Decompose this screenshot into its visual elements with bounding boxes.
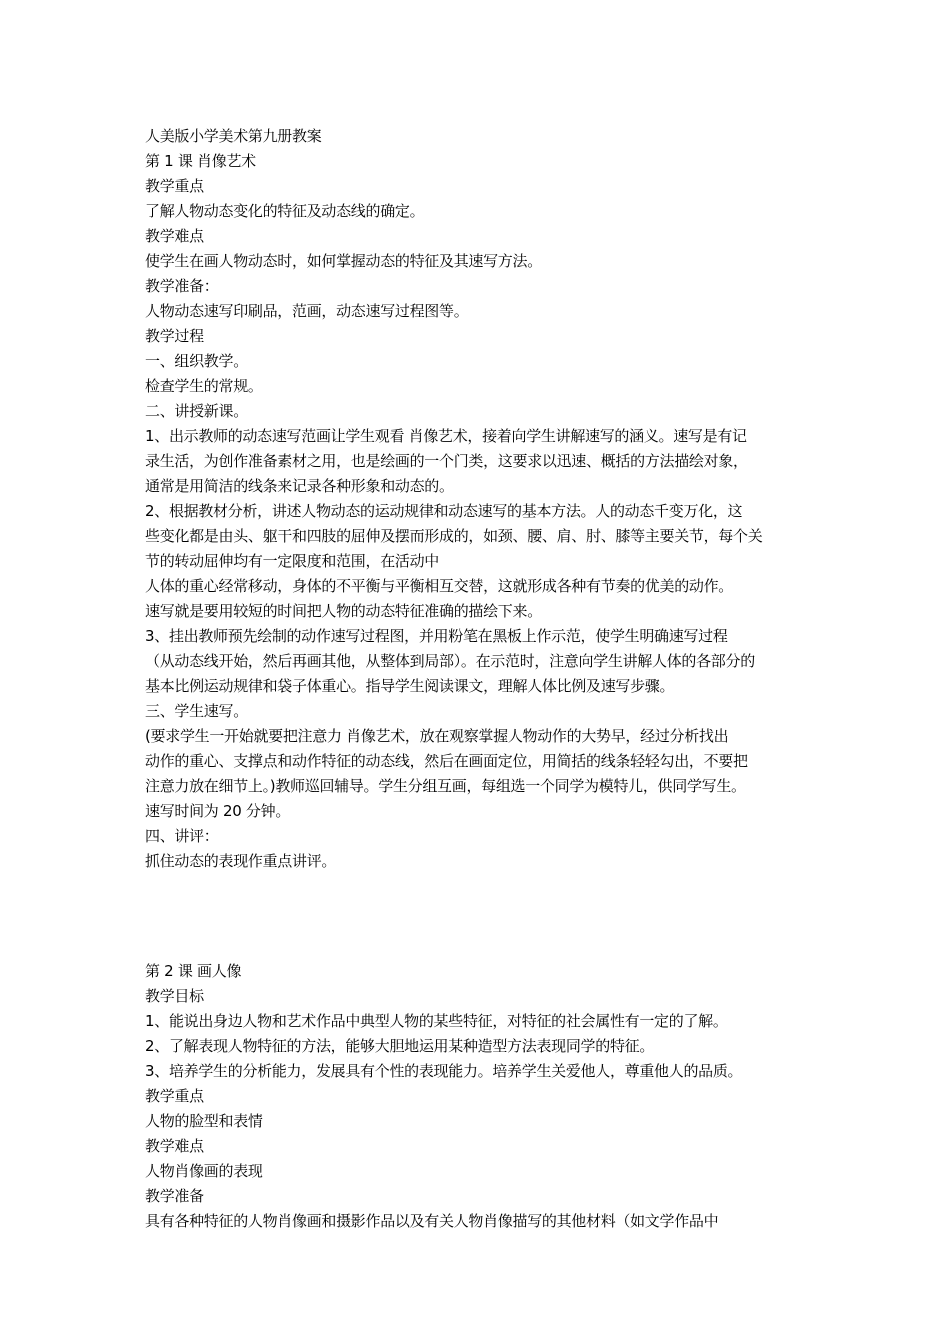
text-line: 二、讲授新课。 <box>145 402 248 420</box>
text-line: 3、挂出教师预先绘制的动作速写过程图，并用粉笔在黑板上作示范，使学生明确速写过程 <box>145 627 728 645</box>
heading-teaching-difficulty: 教学难点 <box>145 1137 204 1155</box>
text-line: (要求学生一开始就要把注意力 肖像艺术，放在观察掌握人物动作的大势早，经过分析找出 <box>145 727 729 745</box>
heading-teaching-focus: 教学重点 <box>145 177 204 195</box>
text-line: 些变化都是由头、躯干和四肢的屈伸及摆而形成的，如颈、腰、肩、肘、膝等主要关节，每个关 <box>145 527 763 545</box>
text-line: （从动态线开始，然后再画其他，从整体到局部）。在示范时，注意向学生讲解人体的各部分的 <box>145 652 755 670</box>
text-line: 人物的脸型和表情 <box>145 1112 263 1130</box>
heading-teaching-preparation: 教学准备 <box>145 1187 204 1205</box>
text-line: 人物肖像画的表现 <box>145 1162 263 1180</box>
text-line: 录生活，为创作准备素材之用，也是绘画的一个门类，这要求以迅速、概括的方法描绘对象， <box>145 452 748 470</box>
text-line: 人物动态速写印刷品，范画，动态速写过程图等。 <box>145 302 469 320</box>
text-line: 抓住动态的表现作重点讲评。 <box>145 852 337 870</box>
text-line: 节的转动屈伸均有一定限度和范围，在活动中 <box>145 552 440 570</box>
heading-teaching-goals: 教学目标 <box>145 987 204 1005</box>
section-spacer <box>145 874 815 959</box>
text-line: 动作的重心、支撑点和动作特征的动态线，然后在画面定位，用简括的线条轻轻勾出，不要把 <box>145 752 748 770</box>
text-line: 了解人物动态变化的特征及动态线的确定。 <box>145 202 425 220</box>
heading-teaching-preparation: 教学准备： <box>145 277 219 295</box>
text-line: 具有各种特征的人物肖像画和摄影作品以及有关人物肖像描写的其他材料（如文学作品中 <box>145 1212 719 1230</box>
heading-teaching-process: 教学过程 <box>145 327 204 345</box>
text-line: 1、能说出身边人物和艺术作品中典型人物的某些特征，对特征的社会属性有一定的了解。 <box>145 1012 728 1030</box>
text-line: 3、培养学生的分析能力，发展具有个性的表现能力。培养学生关爱他人，尊重他人的品质。 <box>145 1062 743 1080</box>
text-line: 三、学生速写。 <box>145 702 248 720</box>
text-line: 一、组织教学。 <box>145 352 248 370</box>
lesson-2-title: 第 2 课 画人像 <box>145 962 242 980</box>
text-line: 使学生在画人物动态时，如何掌握动态的特征及其速写方法。 <box>145 252 542 270</box>
lesson-1-title: 第 1 课 肖像艺术 <box>145 152 256 170</box>
text-line: 2、根据教材分析，讲述人物动态的运动规律和动态速写的基本方法。人的动态千变万化，这 <box>145 502 743 520</box>
text-line: 四、讲评： <box>145 827 219 845</box>
document-page <box>145 124 815 1234</box>
lesson-1-section <box>145 124 815 874</box>
text-line: 2、了解表现人物特征的方法，能够大胆地运用某种造型方法表现同学的特征。 <box>145 1037 655 1055</box>
heading-teaching-focus: 教学重点 <box>145 1087 204 1105</box>
document-title: 人美版小学美术第九册教案 <box>145 127 322 145</box>
text-line: 基本比例运动规律和袋子体重心。指导学生阅读课文，理解人体比例及速写步骤。 <box>145 677 675 695</box>
text-line: 速写时间为 20 分钟。 <box>145 802 291 820</box>
heading-teaching-difficulty: 教学难点 <box>145 227 204 245</box>
text-line: 通常是用简洁的线条来记录各种形象和动态的。 <box>145 477 454 495</box>
text-line: 检查学生的常规。 <box>145 377 263 395</box>
lesson-2-section <box>145 959 815 1234</box>
text-line: 1、出示教师的动态速写范画让学生观看 肖像艺术，接着向学生讲解速写的涵义。速写是有记 <box>145 427 747 445</box>
text-line: 注意力放在细节上。)教师巡回辅导。学生分组互画，每组选一个同学为模特儿，供同学写生。 <box>145 777 746 795</box>
text-line: 人体的重心经常移动，身体的不平衡与平衡相互交替，这就形成各种有节奏的优美的动作。 <box>145 577 734 595</box>
text-line: 速写就是要用较短的时间把人物的动态特征准确的描绘下来。 <box>145 602 542 620</box>
